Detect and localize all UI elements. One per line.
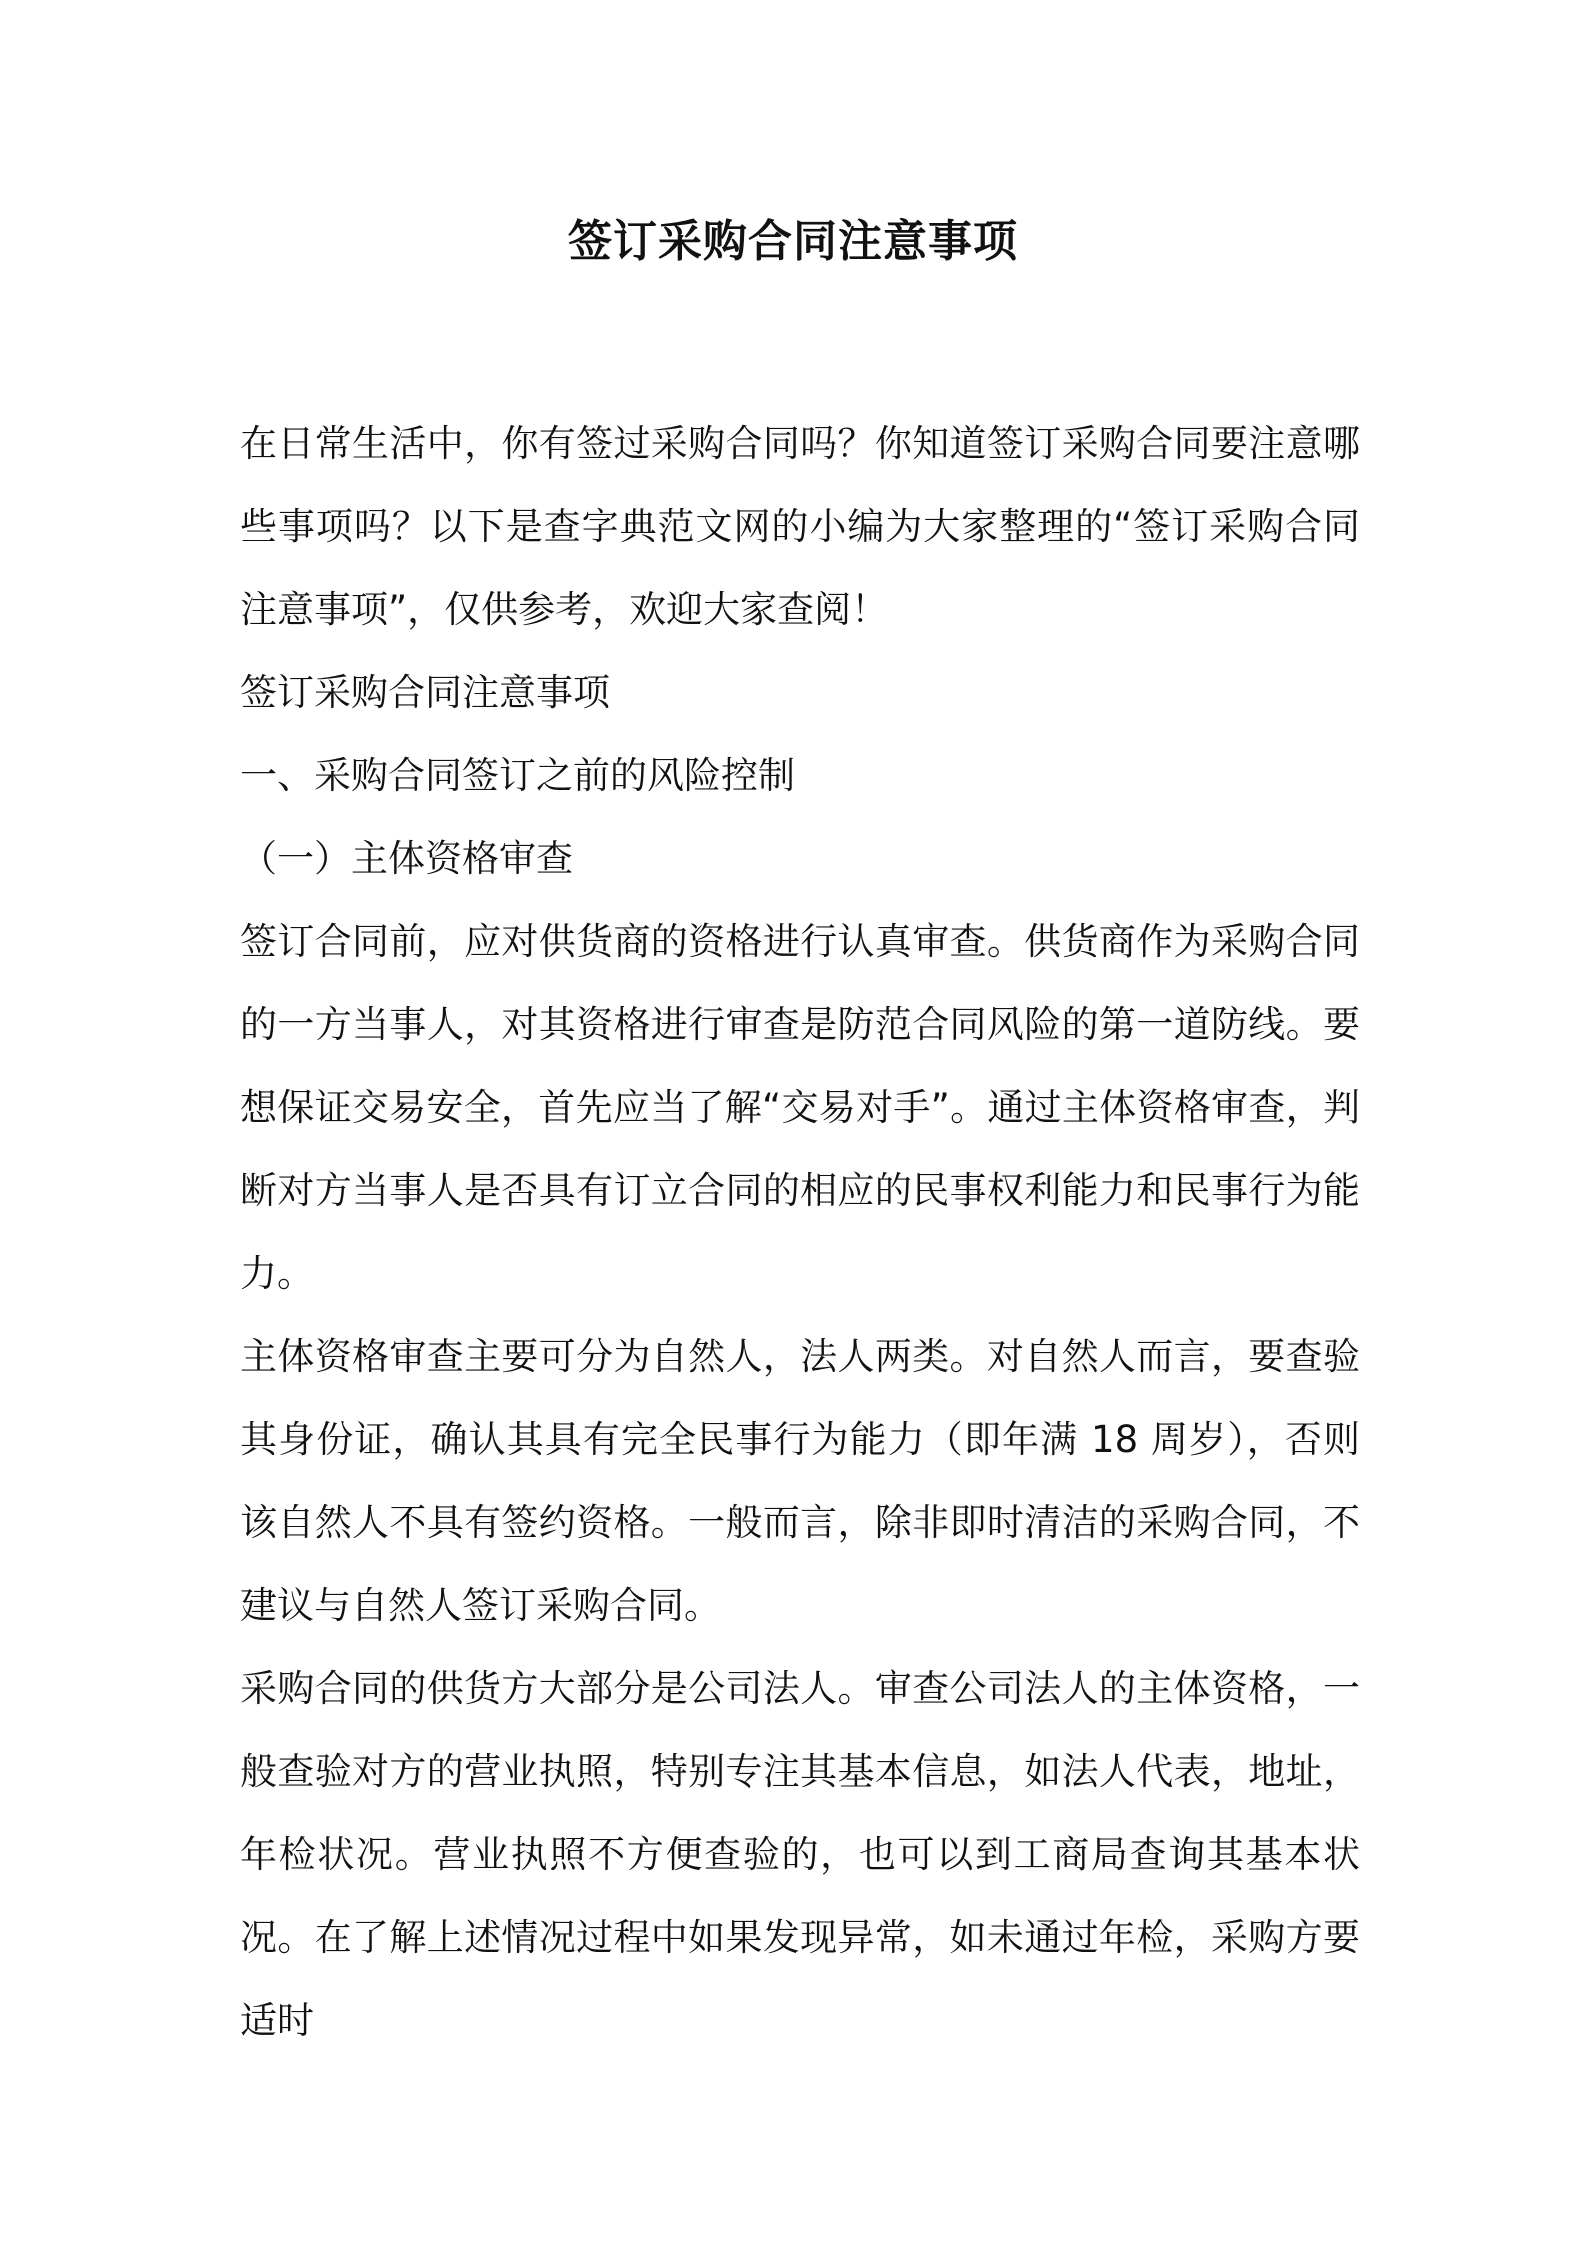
- subsection-heading-1: （一）主体资格审查: [240, 837, 573, 880]
- body-paragraph: 采购合同的供货方大部分是公司法人。审查公司法人的主体资格，一般查验对方的营业执照，特别专注其基本信息，如法人代表，地址，年检状况。营业执照不方便查验的，也可以到工商局查询其基本状况。在了解上述情况过程中如果发现异常，如未通过年检，采购方要适时: [240, 1667, 1360, 2042]
- intro-paragraph: 在日常生活中，你有签过采购合同吗？你知道签订采购合同要注意哪些事项吗？以下是查字典范文网的小编为大家整理的“签订采购合同注意事项”，仅供参考，欢迎大家查阅！: [240, 422, 1360, 631]
- body-paragraph: 签订合同前，应对供货商的资格进行认真审查。供货商作为采购合同的一方当事人，对其资格进行审查是防范合同风险的第一道防线。要想保证交易安全，首先应当了解“交易对手”。通过主体资格审查，判断对方当事人是否具有订立合同的相应的民事权利能力和民事行为能力。: [240, 920, 1360, 1295]
- document-body: [240, 402, 1360, 2062]
- body-paragraph: 主体资格审查主要可分为自然人，法人两类。对自然人而言，要查验其身份证，确认其具有完全民事行为能力（即年满 18 周岁），否则该自然人不具有签约资格。一般而言，除非即时清洁的采购合同，不建议与自然人签订采购合同。: [240, 1335, 1360, 1627]
- document-title: 签订采购合同注意事项: [568, 216, 1018, 267]
- section-heading-1: 一、采购合同签订之前的风险控制: [240, 754, 795, 797]
- section-title: 签订采购合同注意事项: [240, 671, 610, 714]
